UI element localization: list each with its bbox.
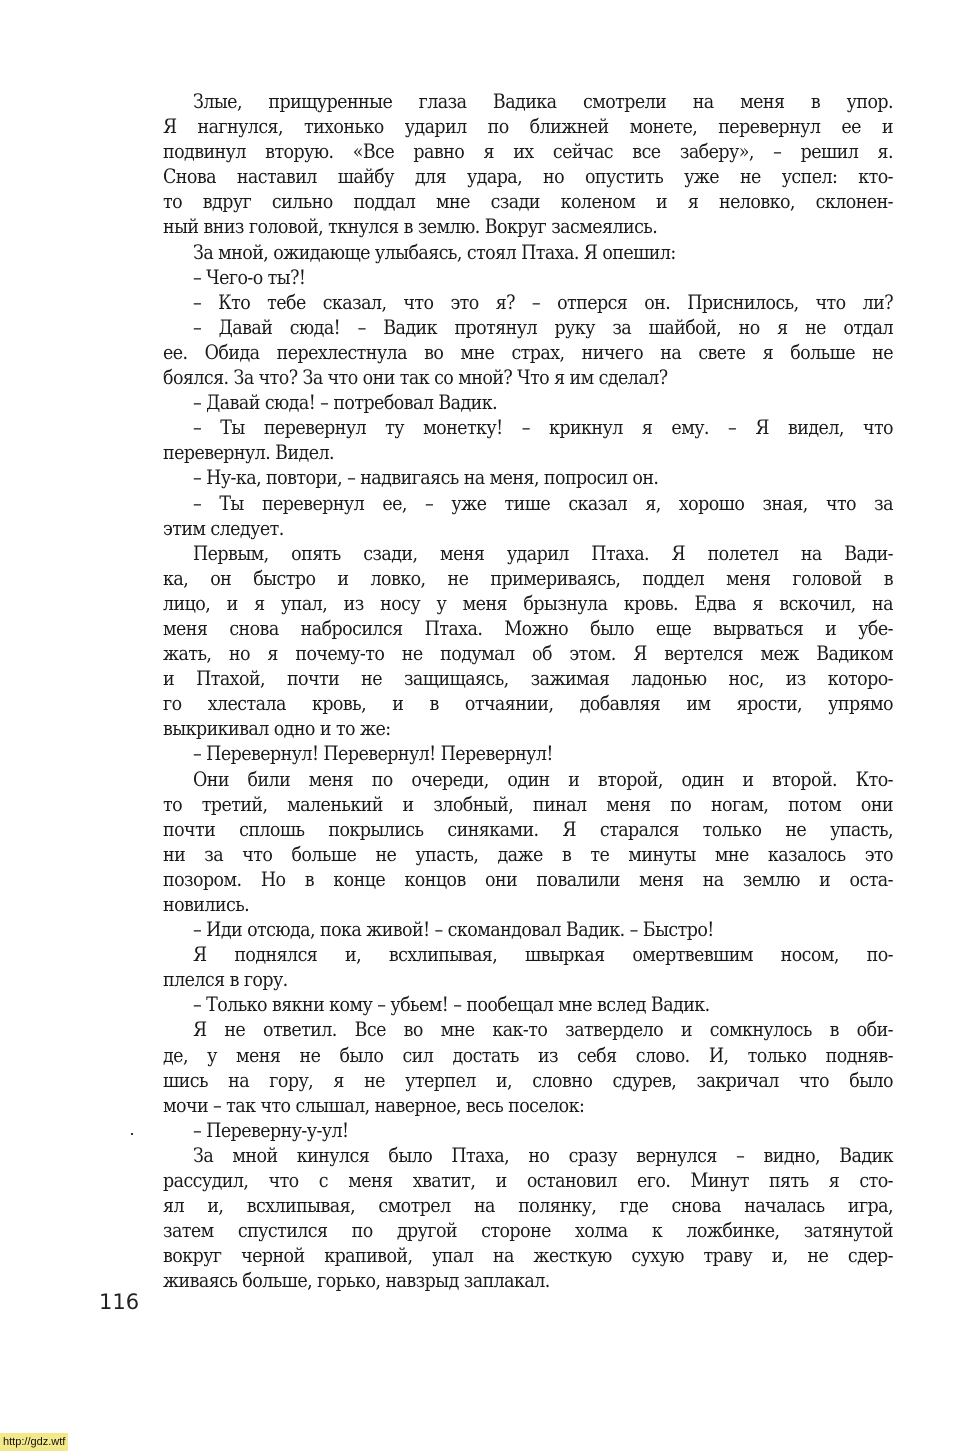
text-line: почти сплошь покрылись синяками. Я старался только не упасть, (163, 817, 893, 841)
text-line: – Ну-ка, повтори, – надвигаясь на меня, попросил он. (193, 466, 659, 490)
text-line: новились. (163, 893, 250, 916)
text-line: – Ты перевернул ее, – уже тише сказал я, хорошо зная, что за (193, 491, 893, 515)
page-number: 116 (99, 1290, 140, 1314)
text-line: вокруг черной крапивой, упал на жесткую сухую траву и, не сдер- (163, 1244, 893, 1268)
text-line: За мной кинулся было Птаха, но сразу вернулся – видно, Вадик (193, 1143, 893, 1167)
text-line: ял и, всхлипывая, смотрел на полянку, где снова началась игра, (163, 1194, 893, 1218)
text-line: шись на гору, я не утерпел и, словно сдурев, закричал что было (163, 1068, 893, 1092)
text-line: и Птахой, почти не защищаясь, зажимая ладонью нос, из которо- (163, 667, 893, 691)
text-line: жать, но я почему-то не подумал об этом. Я вертелся меж Вадиком (163, 642, 893, 666)
text-line: – Давай сюда! – потребовал Вадик. (193, 391, 498, 415)
text-line: затем спустился по другой стороне холма к ложбинке, затянутой (163, 1219, 893, 1243)
text-line: Я не ответил. Все во мне как-то затвердело и сомкнулось в оби- (193, 1018, 893, 1042)
text-line: го хлестала кровь, и в отчаянии, добавляя им ярости, упрямо (163, 692, 893, 716)
text-line: – Иди отсюда, пока живой! – скомандовал Вадик. – Быстро! (193, 918, 714, 942)
text-line: За мной, ожидающе улыбаясь, стоял Птаха. Я опешил: (193, 240, 676, 264)
text-line: то вдруг сильно поддал мне сзади коленом и я неловко, склонен- (163, 190, 893, 214)
text-line: ный вниз головой, ткнулся в землю. Вокруг засмеялись. (163, 215, 658, 239)
text-line: – Только вякни кому – убьем! – пообещал мне вслед Вадик. (193, 993, 710, 1017)
text-line: – Чего-о ты?! (193, 265, 306, 289)
text-line: Злые, прищуренные глаза Вадика смотрели на меня в упор. (193, 90, 893, 113)
text-line: меня снова набросился Птаха. Можно было еще вырваться и убе- (163, 616, 893, 640)
scan-speck (131, 1133, 133, 1135)
text-line: Первым, опять сзади, меня ударил Птаха. Я полетел на Вади- (193, 541, 893, 565)
watermark-link[interactable]: http://gdz.wtf (0, 1433, 68, 1451)
text-line: лицо, и я упал, из носу у меня брызнула кровь. Едва я вскочил, на (163, 591, 893, 615)
page-body-text (163, 89, 893, 1294)
text-line: живаясь больше, горько, навзрыд заплакал. (163, 1269, 550, 1293)
text-line: Снова наставил шайбу для удара, но опустить уже не успел: кто- (163, 165, 893, 189)
text-line: ка, он быстро и ловко, не примериваясь, поддел меня головой в (163, 566, 893, 590)
text-line: выкрикивал одно и то же: (163, 717, 391, 741)
text-line: – Давай сюда! – Вадик протянул руку за шайбой, но я не отдал (193, 315, 893, 339)
text-line: плелся в гору. (163, 968, 288, 992)
text-line: – Переверну-у-ул! (193, 1118, 349, 1142)
text-line: то третий, маленький и злобный, пинал меня по ногам, потом они (163, 792, 893, 816)
text-line: перевернул. Видел. (163, 441, 334, 465)
text-line: подвинул вторую. «Все равно я их сейчас все заберу», – решил я. (163, 140, 893, 164)
text-line: – Перевернул! Перевернул! Перевернул! (193, 742, 553, 766)
text-line: де, у меня не было сил достать из себя слово. И, только подняв- (163, 1043, 893, 1067)
text-line: Я нагнулся, тихонько ударил по ближней монете, перевернул ее и (163, 115, 893, 139)
text-line: позором. Но в конце концов они повалили меня на землю и оста- (163, 867, 893, 891)
text-line: ни за что больше не упасть, даже в те минуты мне казалось это (163, 842, 893, 866)
text-line: ее. Обида перехлестнула во мне страх, ничего на свете я больше не (163, 340, 893, 364)
text-line: мочи – так что слышал, наверное, весь поселок: (163, 1093, 585, 1117)
text-line: Я поднялся и, всхлипывая, швыркая омертвевшим носом, по- (193, 943, 893, 967)
text-line: – Кто тебе сказал, что это я? – отперся он. Приснилось, что ли? (193, 290, 893, 314)
text-line: – Ты перевернул ту монетку! – крикнул я ему. – Я видел, что (193, 416, 893, 440)
text-line: рассудил, что с меня хватит, и остановил его. Минут пять я сто- (163, 1169, 893, 1193)
text-line: Они били меня по очереди, один и второй, один и второй. Кто- (193, 767, 893, 791)
text-line: боялся. За что? За что они так со мной? Что я им сделал? (163, 366, 668, 390)
text-line: этим следует. (163, 516, 284, 540)
